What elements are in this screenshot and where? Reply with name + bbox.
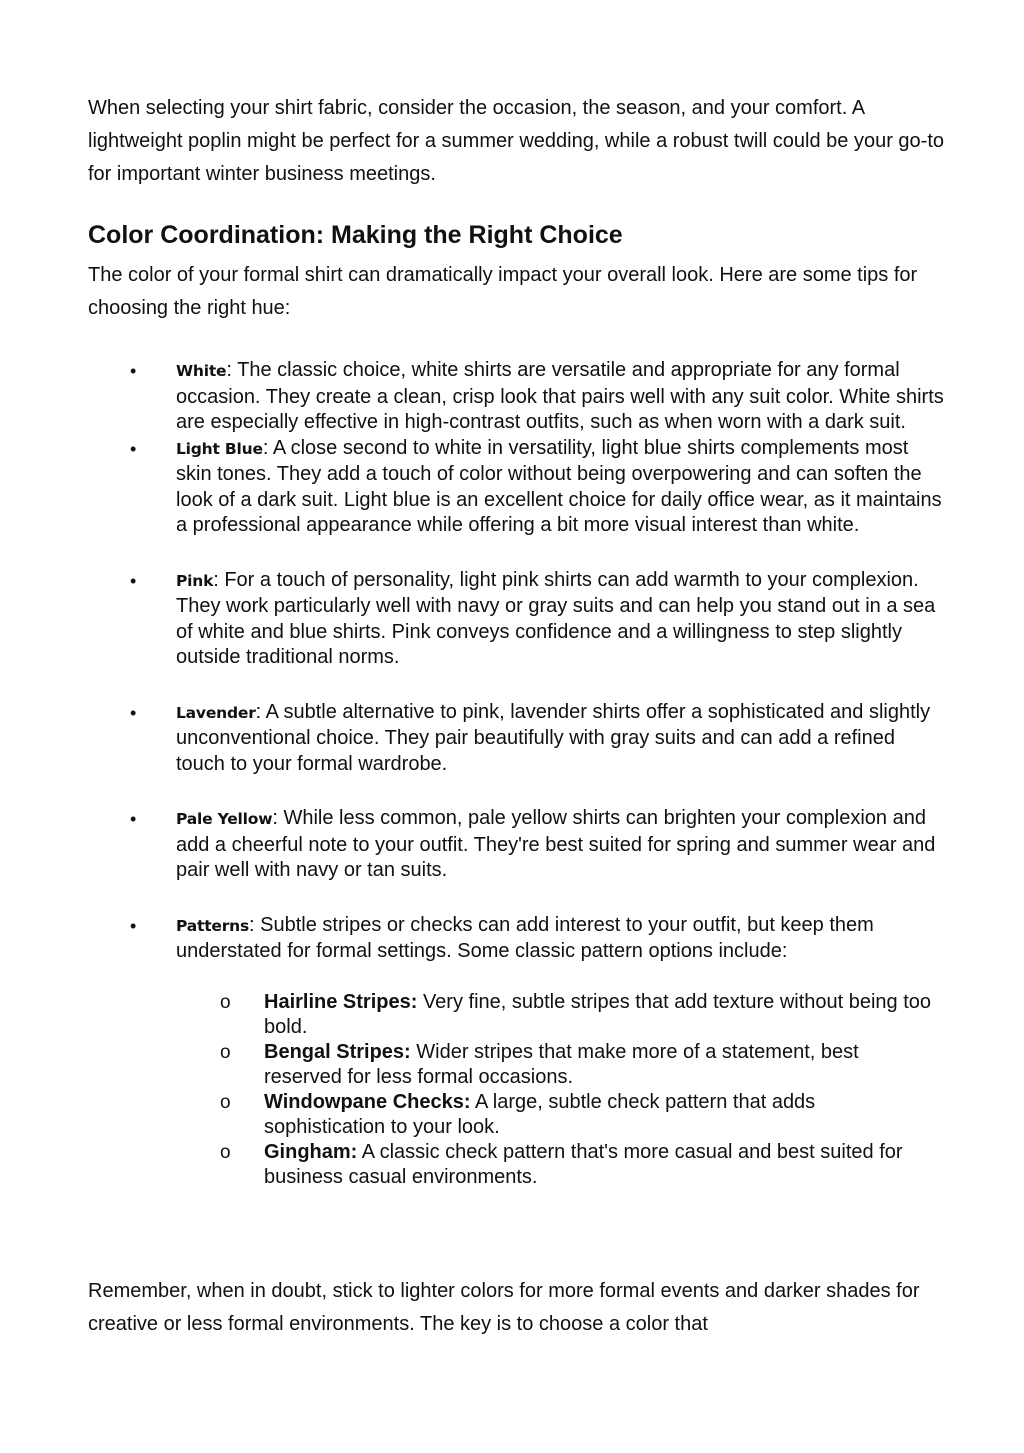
bullet-term: Pink [176,571,214,590]
bullet-text: : The classic choice, white shirts are versatile and appropriate for any formal occasion. They create a clean, crisp look that pairs well with any suit color. White shirts are especially effective in high-contrast outfits, such as when worn with a dark suit. [176,359,944,433]
bullet-marker: • [130,361,137,381]
bullet-term: Pale Yellow [176,810,273,828]
list-item-light-blue [0,436,946,539]
bullet-text: : A subtle alternative to pink, lavender shirts offer a sophisticated and slightly unconventional choice. They pair beautifully with gray suits and can add a refined touch to your formal wardrobe. [176,700,931,775]
list-spacer [0,539,1024,568]
list-item-patterns [0,913,946,1190]
section-intro-paragraph: The color of your formal shirt can dramatically impact your overall look. Here are some tips for choosing the right hue: [88,264,918,319]
sub-term: Windowpane Checks: [264,1090,471,1113]
bullet-text: : For a touch of personality, light pink shirts can add warmth to your complexion. They work particularly well with navy or gray suits and can help you stand out in a sea of white and blue shirts. Pink conveys confidence and a willingness to step slightly outside traditional norms. [176,568,936,668]
list-item-pale-yellow [0,806,946,884]
bullet-marker: • [130,702,137,723]
sub-marker: o [220,1041,231,1063]
sub-item-gingham [176,1140,936,1190]
sub-term: Bengal Stripes: [264,1040,411,1063]
bullet-text: : A close second to white in versatility, light blue shirts complements most skin tones. They add a touch of color without being overpowering and can soften the look of a dark suit. Light blue is an excellent choice for daily office wear, as it maintains a professional appearance while offering a bit more visual interest than white. [176,436,942,536]
sub-text: Wider stripes that make more of a statement, best reserved for less formal occasions. [264,1040,859,1088]
list-item-white [0,358,946,436]
pattern-options-list [176,990,946,1190]
bullet-text: : Subtle stripes or checks can add interest to your outfit, but keep them understated for formal settings. Some classic pattern options include: [176,913,874,962]
bullet-marker: • [130,570,137,591]
sub-marker: o [220,1141,231,1163]
sub-text: Very fine, subtle stripes that add texture without being too bold. [264,990,932,1038]
bullet-marker: • [130,915,137,936]
sub-item-bengal-stripes [176,1040,936,1090]
list-item-lavender [0,700,946,778]
bullet-term: Light Blue [176,439,263,458]
list-spacer [0,884,1024,913]
closing-paragraph: Remember, when in doubt, stick to lighter colors for more formal events and darker shades for creative or less formal environments. The key is to choose a color that [88,1280,920,1335]
sub-marker: o [220,991,231,1013]
list-item-pink [0,568,946,671]
sub-text: A classic check pattern that's more casual and best suited for business casual environments. [264,1140,903,1188]
bullet-term: Patterns [176,916,250,935]
sub-item-hairline-stripes [176,990,936,1040]
bullet-term: Lavender [176,703,256,722]
sub-term: Gingham: [264,1140,358,1163]
list-spacer [0,777,1024,806]
sub-marker: o [220,1091,231,1113]
bullet-marker: • [130,438,137,459]
bullet-text: : While less common, pale yellow shirts can brighten your complexion and add a cheerful note to your outfit. They're best suited for spring and summer wear and pair well with navy or tan suits. [176,807,936,881]
intro-paragraph: When selecting your shirt fabric, consider the occasion, the season, and your comfort. A lightweight poplin might be perfect for a summer wedding, while a robust twill could be your go-to for important winter business meetings. [88,97,944,185]
color-tips-list [0,358,1024,1190]
sub-item-windowpane-checks [176,1090,936,1140]
sub-term: Hairline Stripes: [264,990,418,1013]
list-spacer [0,671,1024,700]
sub-text: A large, subtle check pattern that adds sophistication to your look. [264,1090,816,1138]
bullet-term: White [176,362,227,380]
section-heading: Color Coordination: Making the Right Choice [88,221,623,249]
bullet-marker: • [130,809,137,829]
